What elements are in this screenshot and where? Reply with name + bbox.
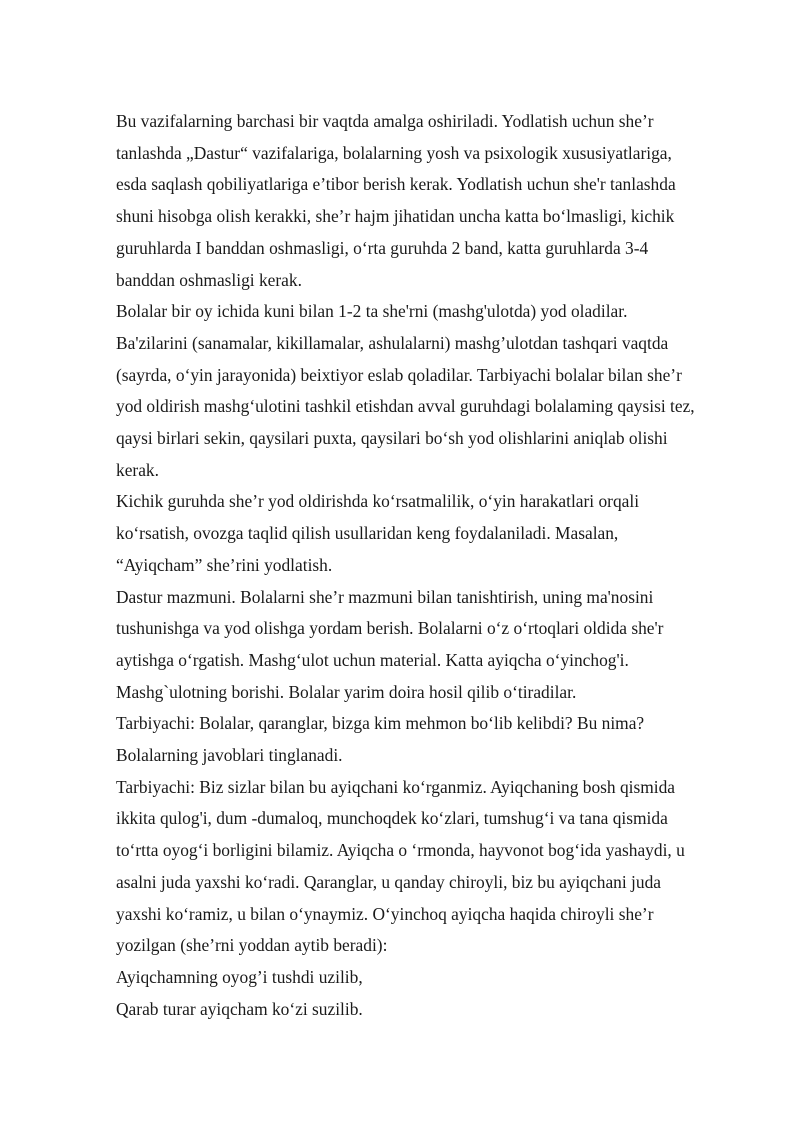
text-line: Tarbiyachi: Biz sizlar bilan bu ayiqchani koʻrganmiz. Ayiqchaning bosh qismida [116, 776, 676, 797]
text-line: (sayrda, oʻyin jarayonida) beixtiyor eslab qoladilar. Tarbiyachi bolalar bilan she’r [116, 364, 682, 385]
text-line: ikkita qulog'i, dum -dumaloq, munchoqdek koʻzlari, tumshugʻi va tana qismida [116, 808, 668, 829]
text-line: yozilgan (she’rni yoddan aytib beradi): [116, 935, 388, 956]
text-line: Dastur mazmuni. Bolalarni she’r mazmuni bilan tanishtirish, uning ma'nosini [116, 586, 654, 607]
text-line: asalni juda yaxshi koʻradi. Qaranglar, u qanday chiroyli, biz bu ayiqchani juda [116, 871, 662, 892]
text-line: Mashg`ulotning borishi. Bolalar yarim doira hosil qilib oʻtiradilar. [116, 681, 577, 702]
text-line: Ba'zilarini (sanamalar, kikillamalar, ashulalarni) mashg’ulotdan tashqari vaqtda [116, 332, 669, 353]
text-line: yod oldirish mashgʻulotini tashkil etishdan avval guruhdagi bolalaming qaysisi tez, [116, 396, 695, 417]
text-line: tushunishga va yod olishga yordam berish. Bolalarni oʻz oʻrtoqlari oldida she'r [116, 618, 664, 639]
text-line: Tarbiyachi: Bolalar, qaranglar, bizga kim mehmon boʻlib kelibdi? Bu nima? [116, 713, 645, 734]
document-body [116, 106, 776, 1025]
text-line: esda saqlash qobiliyatlariga e’tibor berish kerak. Yodlatish uchun she'r tanlashda [116, 174, 676, 195]
text-line: koʻrsatish, ovozga taqlid qilish usullaridan keng foydalaniladi. Masalan, [116, 523, 619, 544]
text-line: Bolalarning javoblari tinglanadi. [116, 745, 343, 766]
text-line: aytishga oʻrgatish. Mashgʻulot uchun material. Katta ayiqcha oʻyinchog'i. [116, 649, 629, 670]
text-line: shuni hisobga olish kerakki, she’r hajm jihatidan uncha katta boʻlmasligi, kichik [116, 206, 675, 227]
text-line: banddan oshmasligi kerak. [116, 269, 302, 290]
text-line: kerak. [116, 459, 159, 480]
text-line: yaxshi koʻramiz, u bilan oʻynaymiz. Oʻyinchoq ayiqcha haqida chiroyli she’r [116, 903, 654, 924]
text-line: Bolalar bir oy ichida kuni bilan 1-2 ta she'rni (mashg'ulotda) yod oladilar. [116, 301, 628, 322]
text-line: tanlashda „Dastur“ vazifalariga, bolalarning yosh va psixologik xususiyatlariga, [116, 142, 672, 163]
text-line: Ayiqchamning oyog’i tushdi uzilib, [116, 966, 363, 987]
text-line: toʻrtta oyogʻi borligini bilamiz. Ayiqcha o ʻrmonda, hayvonot bogʻida yashaydi, u [116, 840, 685, 861]
text-line: Qarab turar ayiqcham koʻzi suzilib. [116, 998, 363, 1019]
text-line: guruhlarda I banddan oshmasligi, oʻrta guruhda 2 band, katta guruhlarda 3-4 [116, 237, 649, 258]
text-line: Bu vazifalarning barchasi bir vaqtda amalga oshiriladi. Yodlatish uchun she’r [116, 111, 654, 131]
text-line: “Ayiqcham” she’rini yodlatish. [116, 554, 333, 575]
text-line: qaysi birlari sekin, qaysilari puxta, qaysilari boʻsh yod olishlarini aniqlab olishi [116, 428, 668, 449]
text-line: Kichik guruhda she’r yod oldirishda koʻrsatmalilik, oʻyin harakatlari orqali [116, 491, 640, 512]
